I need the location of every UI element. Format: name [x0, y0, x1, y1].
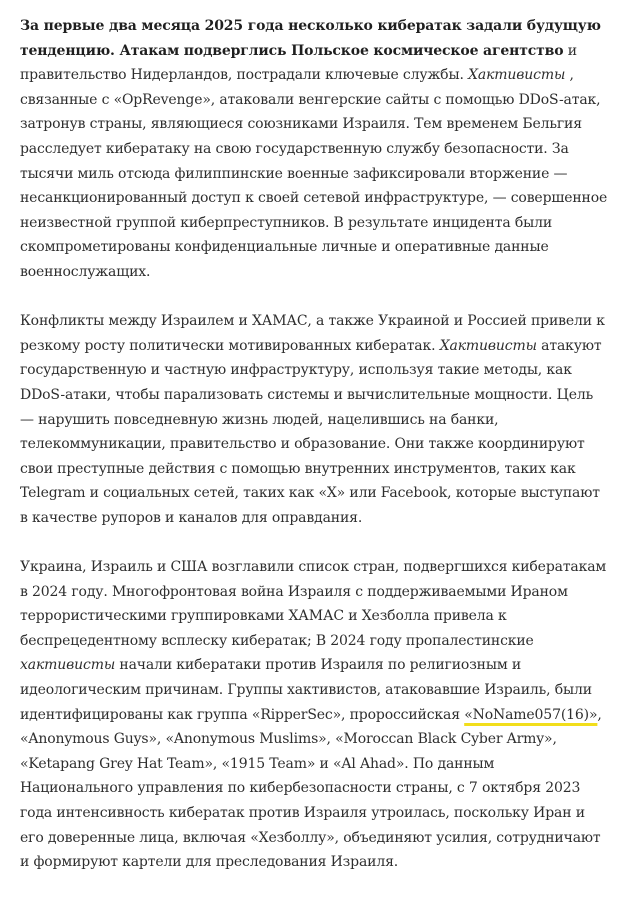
article-body	[20, 14, 610, 899]
paragraph-2-text-a: Конфликты между Израилем и ХАМАС, а также Украиной и Россией привели к резкому росту политически мотивированных кибератак.	[20, 313, 605, 354]
paragraph-2-text-b: атакуют государственную и частную инфраструктуру, используя такие методы, как DDoS-атаки, чтобы парализовать системы и вычислительные мощности. Цель — нарушить повседневную жизнь людей, нацелившись на банки, телекоммуникации, правительство и образование. Они также координируют свои преступные действия с помощью внутренних инструментов, таких как Telegram и социальных сетей, таких как «X» или Facebook, которые выступают в качестве рупоров и каналов для оправдания.	[20, 337, 602, 526]
italic-term-hacktivists: Хактивисты	[439, 337, 537, 354]
paragraph-2	[20, 309, 610, 530]
paragraph-3-text-a: Украина, Израиль и США возглавили список стран, подвергшихся кибератакам в 2024 году. Многофронтовая война Израиля с поддерживаемыми Ираном террористическими группировками ХАМАС и Хезболла привела к беспрецедентному всплеску кибератак; В 2024 году пропалестинские	[20, 559, 607, 649]
paragraph-3-text-c: , «Anonymous Guys», «Anonymous Muslims», «Moroccan Black Cyber Army», «Ketapang Grey Hat Team», «1915 Team» и «Al Ahad». По данным Национального управления по кибербезопасности страны, с 7 октября 2023 года интенсивность кибератак против Израиля утроилась, поскольку Иран и его доверенные лица, включая «Хезболлу», объединяют усилия, сотрудничают и формируют картели для преследования Израиля.	[20, 706, 602, 871]
paragraph-3	[20, 555, 610, 875]
paragraph-1	[20, 14, 610, 285]
lead-bold-text: За первые два месяца 2025 года несколько кибератак задали будущую тенденцию. Атакам подверглись Польское космическое агентство	[20, 18, 601, 59]
highlighted-group-name: «NoName057(16)»	[464, 706, 598, 723]
italic-term-hacktivists: хактивисты	[20, 657, 116, 674]
paragraph-1-text-b: , связанные с «OpRevenge», атаковали венгерские сайты с помощью DDoS-атак, затронув страны, являющиеся союзниками Израиля. Тем временем Бельгия расследует кибератаку на свою государственную службу безопасности. За тысячи миль отсюда филиппинские военные зафиксировали вторжение — несанкционированный доступ к своей сетевой инфраструктуре, — совершенное неизвестной группой киберпреступников. В результате инцидента были скомпрометированы конфиденциальные личные и оперативные данные военнослужащих.	[20, 67, 608, 280]
paragraph-1-text-a: и правительство Нидерландов, пострадали ключевые службы.	[20, 42, 577, 84]
italic-term-hacktivists: Хактивисты	[468, 67, 566, 84]
paragraph-3-text-b: начали кибератаки против Израиля по религиозным и идеологическим причинам. Группы хактивистов, атаковавшие Израиль, были идентифицированы как группа «RipperSec», пророссийская	[20, 657, 592, 723]
